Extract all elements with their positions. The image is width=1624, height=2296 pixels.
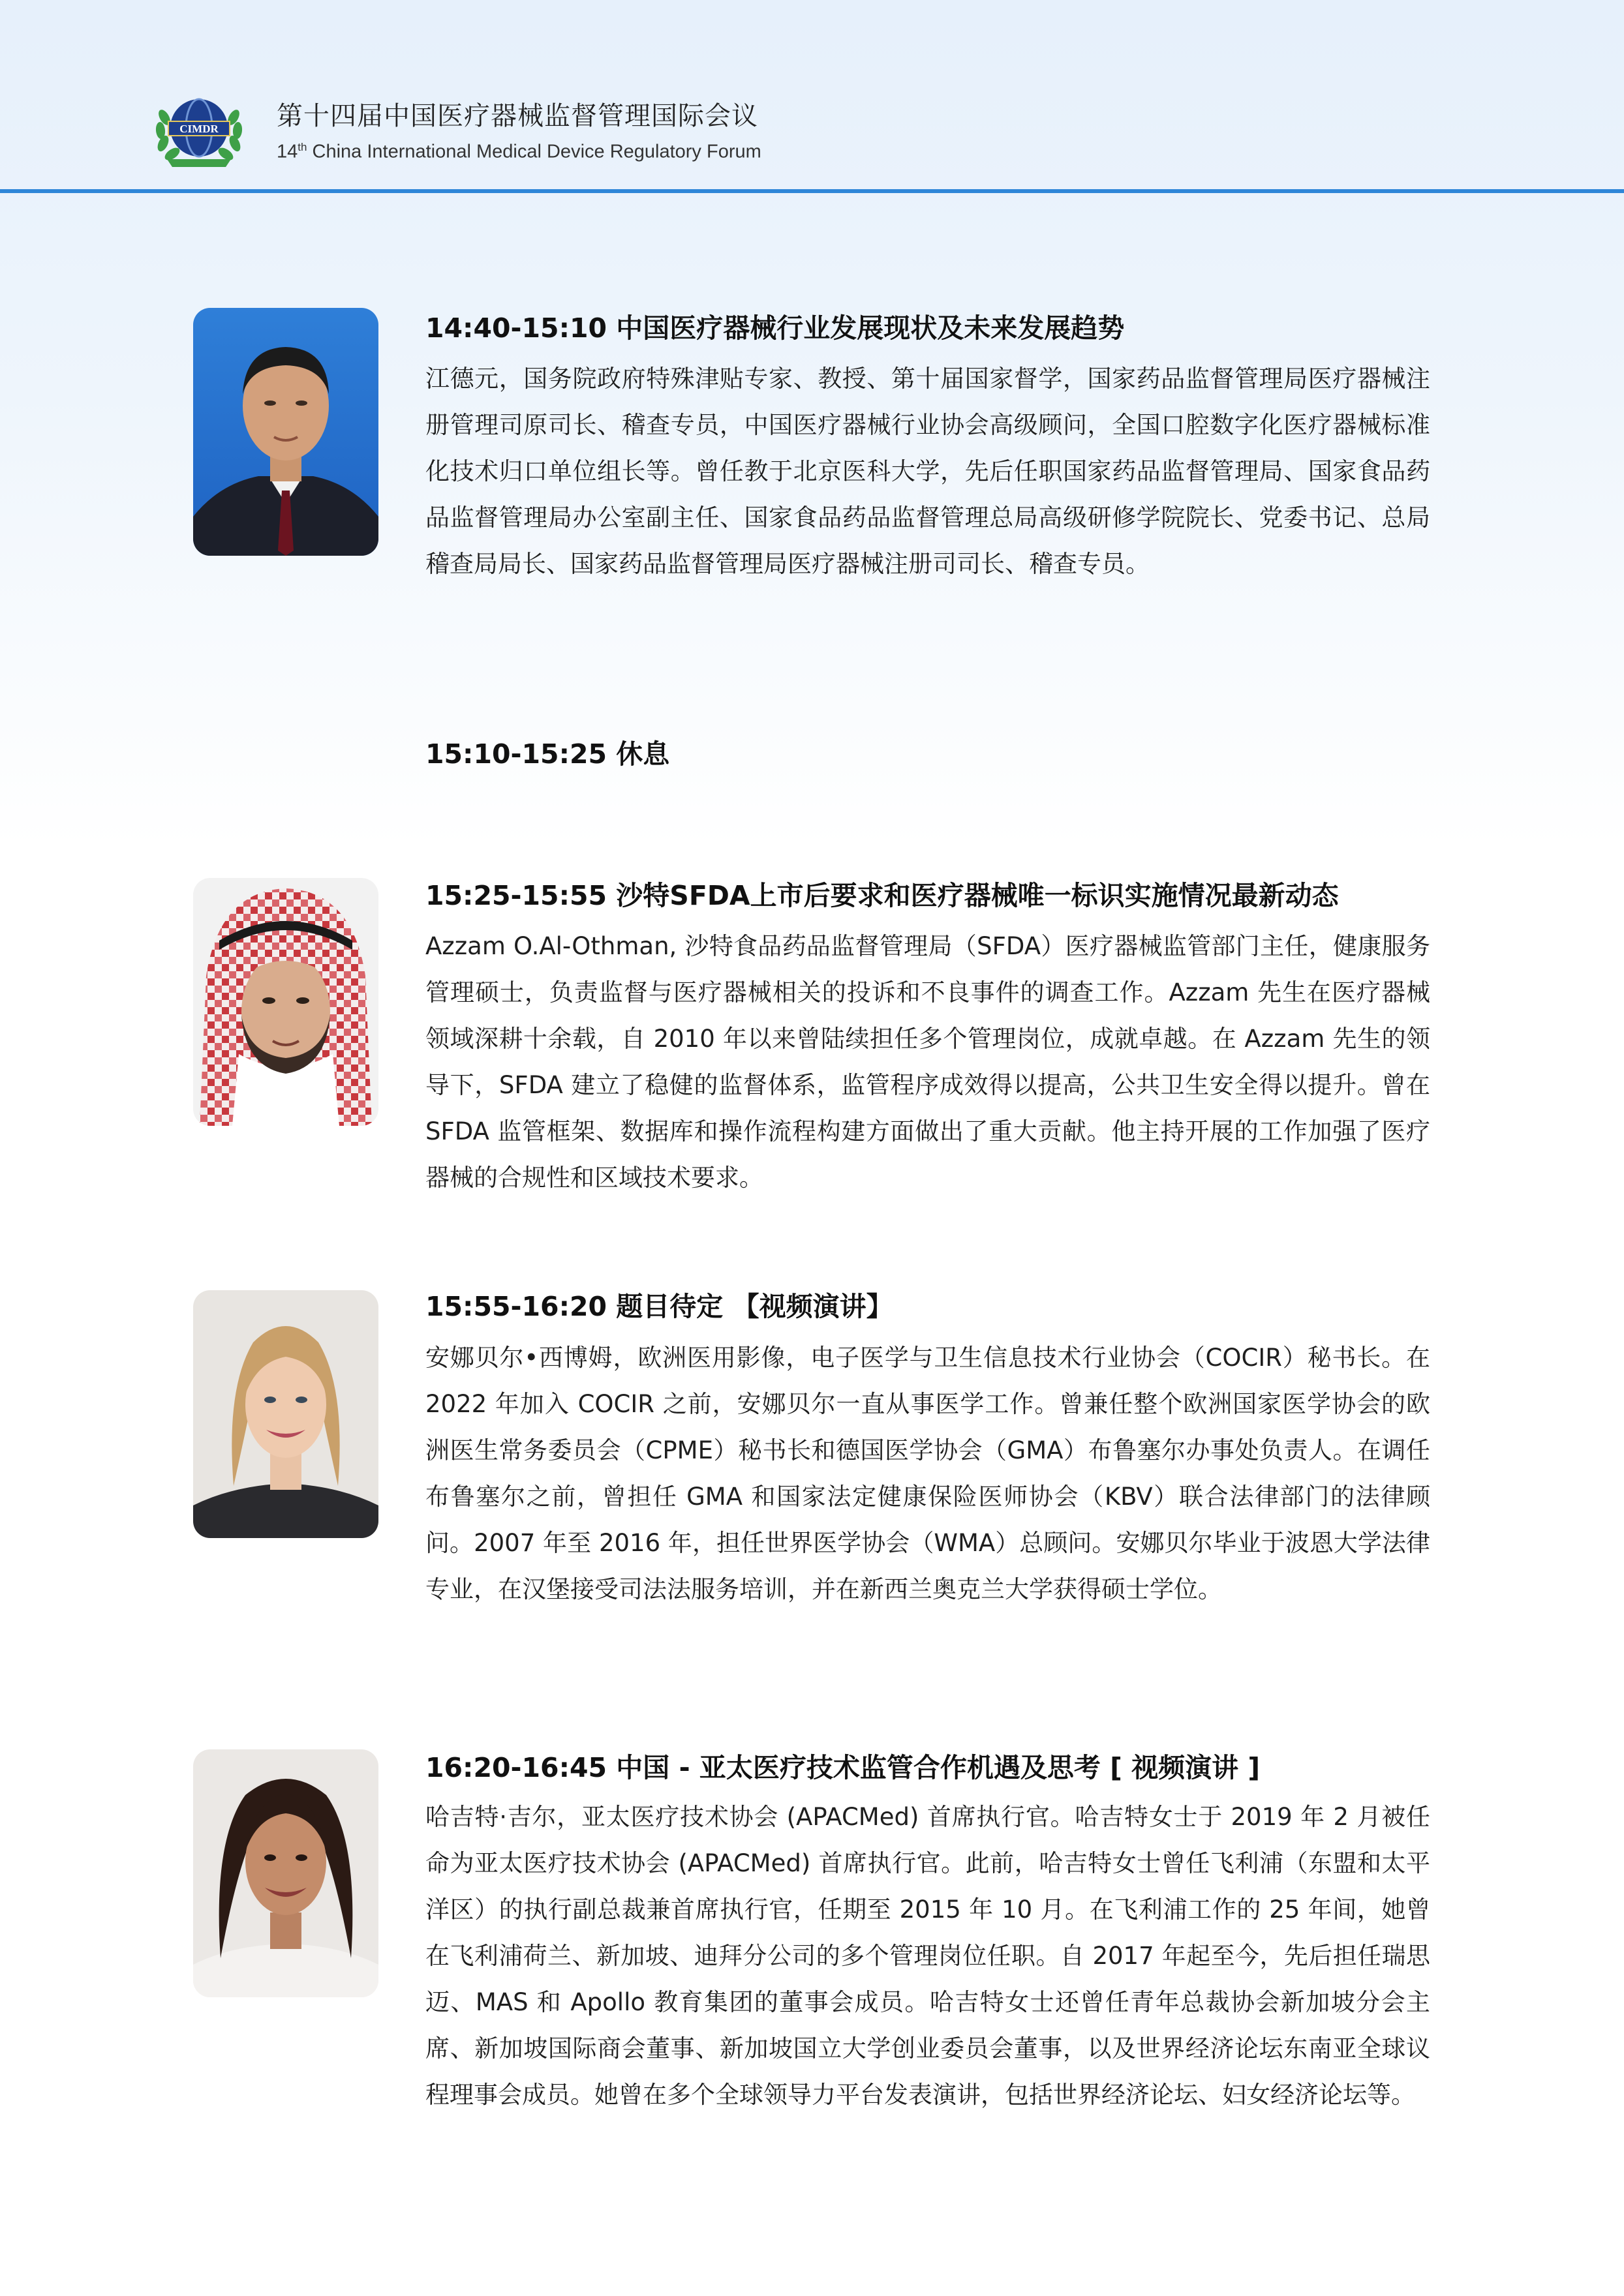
speaker-bio: 江德元，国务院政府特殊津贴专家、教授、第十届国家督学，国家药品监督管理局医疗器械注册管理司原司长、稽查专员，中国医疗器械行业协会高级顾问，全国口腔数字化医疗器械标准化技术归口单位组长等。曾任教于北京医科大学，先后任职国家药品监督管理局、国家食品药品监督管理局办公室副主任、国家食品药品监督管理总局高级研修学院院长、党委书记、总局稽查局局长、国家药品监督管理局医疗器械注册司司长、稽查专员。 xyxy=(425,365,1430,578)
page-header xyxy=(0,0,1624,193)
conference-edition-number: 14 xyxy=(277,141,298,162)
header-divider xyxy=(0,189,1624,193)
speaker-bio: 安娜贝尔•西博姆，欧洲医用影像，电子医学与卫生信息技术行业协会（COCIR）秘书长。在 2022 年加入 COCIR 之前，安娜贝尔一直从事医学工作。曾兼任整个欧洲国家医学协会的欧洲医生常务委员会（CPME）秘书长和德国医学协会（GMA）布鲁塞尔办事处负责人。在调任布鲁塞尔之前，曾担任 GMA 和国家法定健康保险医师协会（KBV）联合法律部门的法律顾问。2007 年至 2016 年，担任世界医学协会（WMA）总顾问。安娜贝尔毕业于波恩大学法律专业，在汉堡接受司法法服务培训，并在新西兰奥克兰大学获得硕士学位。 xyxy=(425,1344,1430,1603)
speaker-photo-jiang-deyuan xyxy=(193,308,378,556)
speaker-photo-annabel-seebohm xyxy=(193,1290,378,1538)
session-title: 15:55-16:20 题目待定 【视频演讲】 xyxy=(425,1291,893,1322)
speaker-bio: Azzam O.Al-Othman, 沙特食品药品监督管理局（SFDA）医疗器械监管部门主任，健康服务管理硕士，负责监督与医疗器械相关的投诉和不良事件的调查工作。Azzam 先生在医疗器械领域深耕十余载，自 2010 年以来曾陆续担任多个管理岗位，成就卓越。在 Azzam 先生的领导下，SFDA 建立了稳健的监督体系，监管程序成效得以提高，公共卫生安全得以提升。曾在 SFDA 监管框架、数据库和操作流程构建方面做出了重大贡献。他主持开展的工作加强了医疗器械的合规性和区域技术要求。 xyxy=(425,932,1430,1192)
cimdr-logo-icon xyxy=(154,91,244,172)
conference-name-en: China International Medical Device Regulatory Forum xyxy=(307,141,761,162)
conference-edition-suffix: th xyxy=(298,141,307,153)
speaker-bio: 哈吉特·吉尔，亚太医疗技术协会 (APACMed) 首席执行官。哈吉特女士于 2019 年 2 月被任命为亚太医疗技术协会 (APACMed) 首席执行官。此前，哈吉特女士曾任飞利浦（东盟和太平洋区）的执行副总裁兼首席执行官，任期至 2015 年 10 月。在飞利浦工作的 25 年间，她曾在飞利浦荷兰、新加坡、迪拜分公司的多个管理岗位任职。自 2017 年起至今，先后担任瑞思迈、MAS 和 Apollo 教育集团的董事会成员。哈吉特女士还曾任青年总裁协会新加坡分会主席、新加坡国际商会董事、新加坡国立大学创业委员会董事，以及世界经济论坛东南亚全球议程理事会成员。她曾在多个全球领导力平台发表演讲，包括世界经济论坛、妇女经济论坛等。 xyxy=(425,1803,1430,2109)
session-title: 15:25-15:55 沙特SFDA上市后要求和医疗器械唯一标识实施情况最新动态 xyxy=(425,880,1339,911)
conference-title-cn: 第十四届中国医疗器械监督管理国际会议 xyxy=(277,101,758,131)
speaker-photo-azzam xyxy=(193,878,378,1126)
session-title: 16:20-16:45 中国 - 亚太医疗技术监管合作机遇及思考 [ 视频演讲 ] xyxy=(425,1752,1261,1783)
logo-text: CIMDR xyxy=(179,123,219,135)
break-slot: 15:10-15:25 休息 xyxy=(425,738,670,770)
speaker-photo-harjit-gill xyxy=(193,1749,378,1997)
conference-title-en xyxy=(277,141,761,163)
session-title: 14:40-15:10 中国医疗器械行业发展现状及未来发展趋势 xyxy=(425,312,1125,344)
